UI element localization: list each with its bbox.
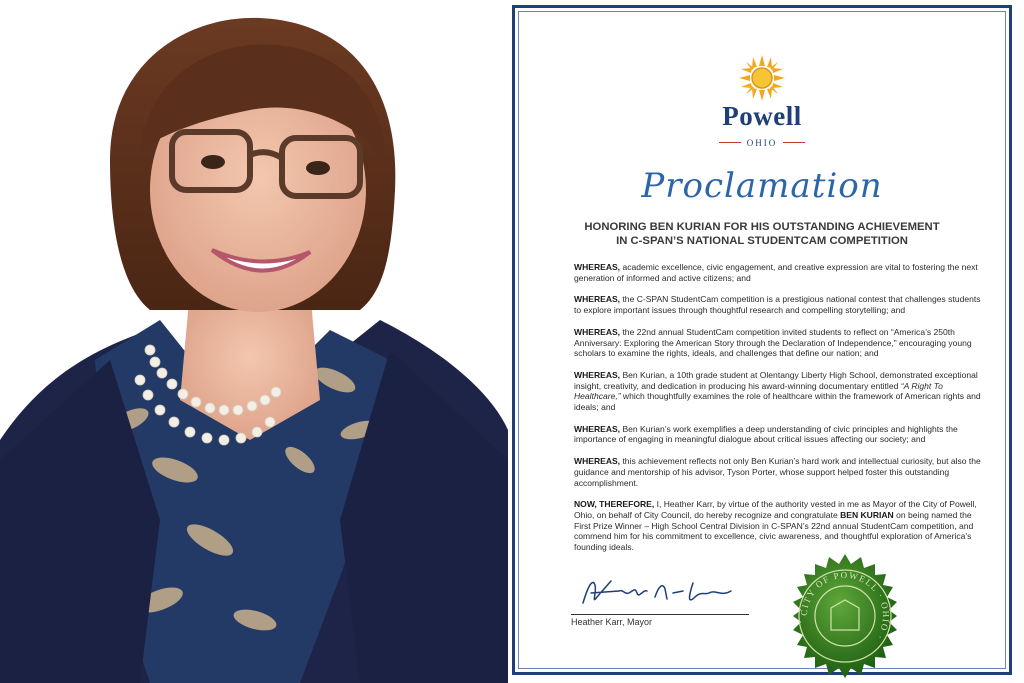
powell-ohio-logo xyxy=(519,54,1005,148)
proclamation-title: Proclamation xyxy=(641,166,883,206)
whereas-paragraph-1: WHEREAS, academic excellence, civic engagement, and creative expression are vital to fostering the next generation of informed and active citizens; and xyxy=(574,262,978,283)
document-inner-border xyxy=(518,11,1006,669)
handwritten-signature xyxy=(571,575,741,609)
whereas-paragraph-5: WHEREAS, Ben Kurian’s work exemplifies a deep understanding of civic principles and highlights the importance of engaging in meaningful dialogue about critical issues affecting our society; and xyxy=(574,423,958,445)
whereas-paragraph-3: WHEREAS, the 22nd annual StudentCam competition invited students to reflect on “America’s 250th Anniversary: Exploring the American Story through the Declaration of Independence,” encouraging young scholars to examine the rights, ideals, and challenges that define our nation; and xyxy=(574,326,972,359)
whereas-paragraph-2: WHEREAS, the C-SPAN StudentCam competition is a prestigious national contest that challenges students to explore important issues through thoughtful research and compelling storytelling; and xyxy=(574,294,981,316)
mayor-signature-block xyxy=(571,575,751,627)
therefore-paragraph: NOW, THEREFORE, I, Heather Karr, by virtue of the authority vested in me as Mayor of the City of Powell, Ohio, on behalf of City Council, do hereby recognize and congratulate BEN KURIAN on being named the First Prize Winner – High School Central Division in C-SPAN’s 22nd annual StudentCam competition, and commend him for his commitment to excellence, civic awareness, and thoughtful exploration of America’s founding ideals. xyxy=(574,499,977,553)
heading-line-1: HONORING BEN KURIAN FOR HIS OUTSTANDING ACHIEVEMENT xyxy=(584,221,940,233)
signatory-name: Heather Karr, Mayor xyxy=(571,617,653,627)
sun-icon xyxy=(738,54,786,102)
mayor-portrait-photo xyxy=(0,0,508,683)
logo-subtitle: OHIO xyxy=(719,138,806,148)
logo-wordmark: Powell xyxy=(722,101,802,131)
whereas-paragraph-4: WHEREAS, Ben Kurian, a 10th grade student at Olentangy Liberty High School, demonstrated exceptional insight, creativity, and dedication in producing his award-winning documentary entitled “A Right To Healthcare,” which thoughtfully examines the role of healthcare within the framework of American rights and ideals; and xyxy=(574,369,981,413)
heading-line-2: IN C-SPAN’S NATIONAL STUDENTCAM COMPETITION xyxy=(616,235,908,247)
proclamation-heading xyxy=(559,220,965,248)
proclamation-body xyxy=(574,262,988,564)
proclamation-document xyxy=(512,5,1012,675)
city-seal-icon xyxy=(781,552,909,680)
whereas-paragraph-6: WHEREAS, this achievement reflects not only Ben Kurian’s hard work and intellectual curiosity, but also the guidance and mentorship of his advisor, Tyson Porter, whose support helped foster this outstanding accomplishment. xyxy=(574,456,981,488)
svg-text:CITY OF POWELL · OHIO ·: CITY OF POWELL · OHIO · xyxy=(798,569,892,643)
signature-line xyxy=(571,614,749,615)
